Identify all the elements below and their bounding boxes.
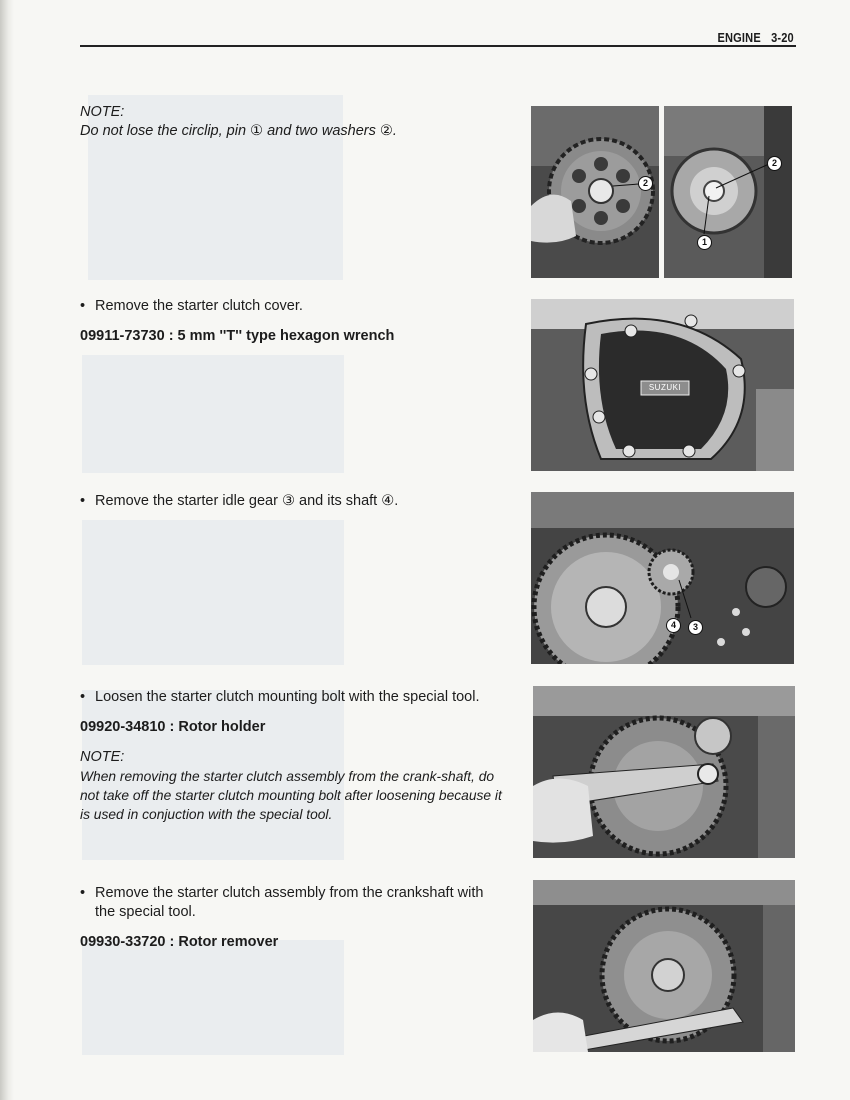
instruction-bullet	[80, 297, 505, 316]
step-2	[80, 297, 505, 346]
callout-1: 1	[697, 235, 712, 250]
instruction-text: Remove the starter idle gear ③ and its shaft ④.	[95, 493, 399, 509]
idle-gear-illustration	[531, 492, 794, 664]
photo-starter-gear-washer	[531, 106, 659, 278]
photo-starter-idle-gear	[531, 492, 794, 664]
note-label: NOTE:	[80, 749, 125, 765]
photo-rotor-holder	[533, 686, 795, 858]
photo-starter-clutch-cover	[531, 299, 794, 471]
note-text: Do not lose the circlip, pin ① and two washers ②.	[80, 123, 397, 139]
special-tool-line: 09930-33720 : Rotor remover	[80, 934, 279, 950]
page-header	[718, 30, 794, 45]
step-5	[80, 884, 505, 952]
bullet-glyph: •	[80, 493, 86, 509]
callout-3: 3	[688, 620, 703, 635]
page-spine-shadow	[0, 0, 14, 1100]
gear-photo-illustration	[531, 106, 659, 278]
bullet-glyph: •	[80, 298, 86, 314]
rotor-holder-illustration	[533, 686, 795, 858]
bullet-glyph: •	[80, 885, 86, 901]
instruction-bullet	[80, 688, 505, 707]
suzuki-logo: SUZUKI	[648, 383, 682, 392]
photo-circlip-pin	[664, 106, 792, 278]
instruction-text: Loosen the starter clutch mounting bolt with the special tool.	[95, 689, 480, 705]
header-rule	[80, 45, 796, 47]
step-4	[80, 688, 505, 824]
bullet-glyph: •	[80, 689, 86, 705]
callout-2: 2	[767, 156, 782, 171]
instruction-bullet	[80, 492, 505, 511]
callout-4: 4	[666, 618, 681, 633]
bleed-through-shadow	[82, 940, 344, 1055]
note-text: When removing the starter clutch assembly from the crank-shaft, do not take off the starter clutch mounting bolt after loosening because it is used in conjuction with the special tool.	[80, 769, 502, 822]
rotor-remover-illustration	[533, 880, 795, 1052]
instruction-text: Remove the starter clutch cover.	[95, 298, 303, 314]
page-number: 3-20	[771, 30, 794, 45]
shaft-photo-illustration	[664, 106, 792, 278]
step-3	[80, 492, 505, 511]
callout-2: 2	[638, 176, 653, 191]
bleed-through-shadow	[82, 520, 344, 665]
step-1-note	[80, 103, 505, 141]
special-tool-line: 09920-34810 : Rotor holder	[80, 719, 266, 735]
bleed-through-shadow	[82, 355, 344, 473]
photo-rotor-remover	[533, 880, 795, 1052]
section-title: ENGINE	[717, 30, 761, 45]
instruction-bullet	[80, 884, 505, 922]
note-label: NOTE:	[80, 104, 125, 120]
instruction-text: Remove the starter clutch assembly from the crankshaft with the special tool.	[95, 885, 484, 920]
special-tool-line: 09911-73730 : 5 mm ''T'' type hexagon wrench	[80, 328, 395, 344]
